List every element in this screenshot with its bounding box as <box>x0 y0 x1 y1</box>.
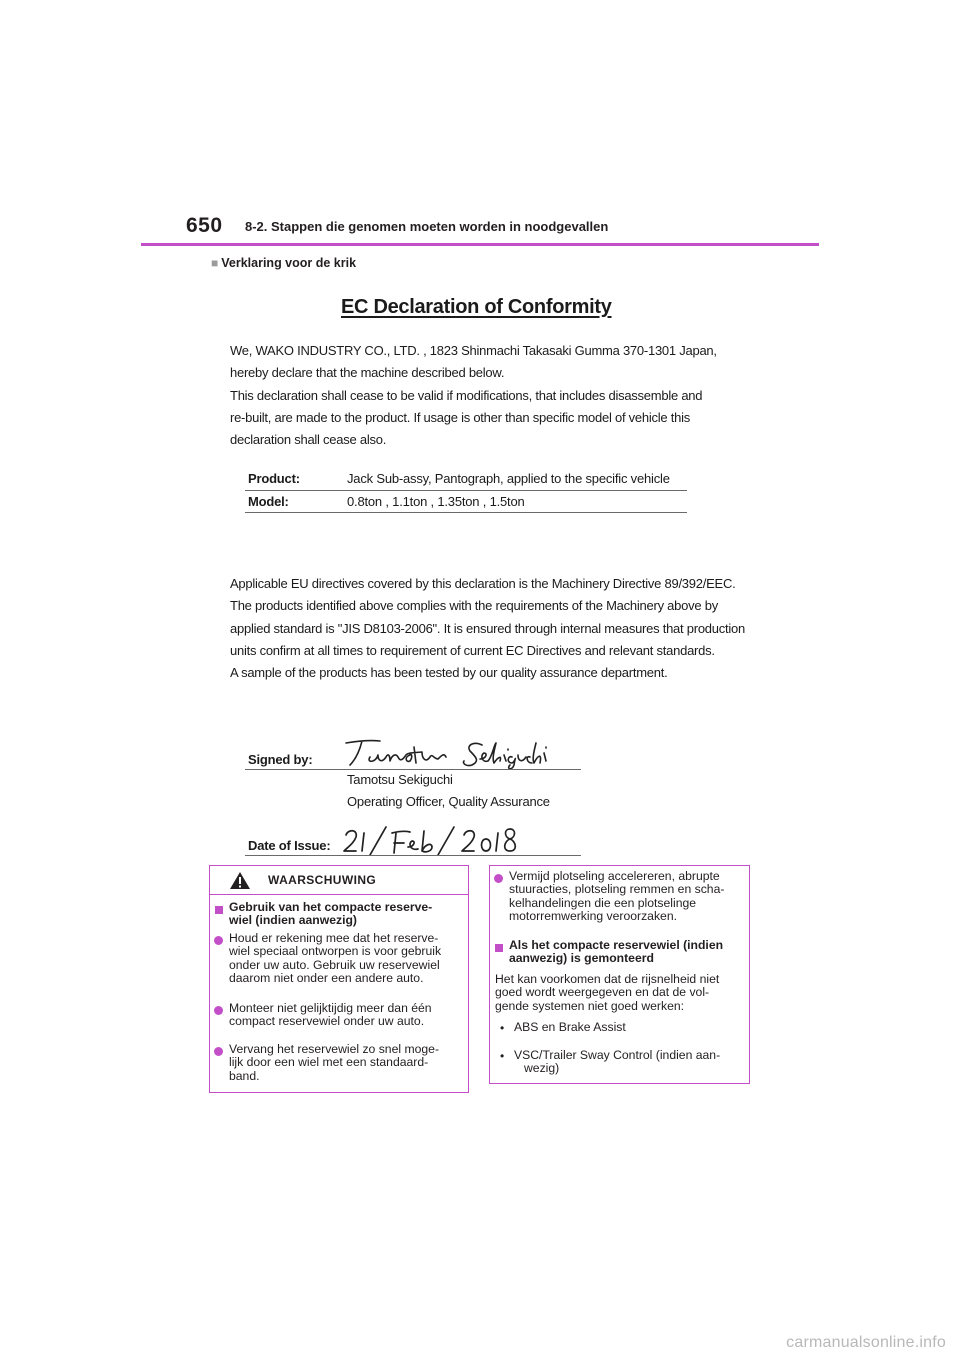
heading-line: wiel (indien aanwezig) <box>229 913 357 928</box>
signed-by-label: Signed by: <box>248 752 313 767</box>
bullet-line: motorremwerking veroorzaken. <box>509 909 677 924</box>
list-item <box>514 1049 720 1076</box>
directive-line: applied standard is "JIS D8103-2006". It is ensured through internal measures that production <box>230 620 745 636</box>
date-rule <box>245 855 581 856</box>
bullet-line: Vermijd plotseling accelereren, abrupte <box>509 869 720 883</box>
bullet-dot-icon <box>214 1006 223 1015</box>
handwritten-signature <box>340 735 550 771</box>
info-heading <box>509 939 723 966</box>
bullet-line: Monteer niet gelijktijdig meer dan één <box>229 1001 432 1015</box>
list-item <box>514 1021 626 1034</box>
intro-line: We, WAKO INDUSTRY CO., LTD. , 1823 Shinmachi Takasaki Gumma 370-1301 Japan, <box>230 343 717 358</box>
model-rule <box>245 512 687 513</box>
warning-header <box>210 866 468 895</box>
bullet-dot-icon <box>214 1047 223 1056</box>
directive-line: A sample of the products has been tested by our quality assurance department. <box>230 665 668 681</box>
date-of-issue-label: Date of Issue: <box>248 838 331 853</box>
bullet-line: stuuracties, plotseling remmen en scha- <box>509 882 725 897</box>
bullet-line: wiel speciaal ontworpen is voor gebruik <box>229 944 442 959</box>
square-bullet-icon <box>215 906 223 914</box>
bullet-line: band. <box>229 1068 260 1083</box>
directive-line: units confirm at all times to requirement of current EC Directives and relevant standards. <box>230 642 715 658</box>
paragraph-line: gende systemen niet goed werken: <box>495 998 685 1013</box>
intro-line: hereby declare that the machine described below. <box>230 365 505 381</box>
product-label: Product: <box>248 471 300 486</box>
intro-line: declaration shall cease also. <box>230 432 387 448</box>
heading-line: Als het compacte reservewiel (indien <box>509 938 724 952</box>
declaration-intro <box>230 340 750 451</box>
warning-triangle-icon <box>229 871 251 890</box>
info-box <box>489 865 750 1084</box>
directive-line: The products identified above complies with the requirements of the Machinery above by <box>230 598 718 614</box>
warning-box <box>209 865 469 1093</box>
info-paragraph <box>495 973 719 1013</box>
warning-bullet <box>229 1002 432 1029</box>
declaration-directives <box>230 573 750 684</box>
chapter-title: 8-2. Stappen die genomen moeten worden in noodgevallen <box>245 219 609 234</box>
paragraph-line: goed wordt weergegeven en dat de vol- <box>495 985 710 1000</box>
paragraph-line: Het kan voorkomen dat de rijsnelheid niet <box>495 972 720 986</box>
handwritten-date <box>340 823 520 857</box>
heading-line: aanwezig) is gemonteerd <box>509 951 654 966</box>
product-rule <box>245 490 687 491</box>
signer-name: Tamotsu Sekiguchi <box>347 772 453 787</box>
directive-line: Applicable EU directives covered by this declaration is the Machinery Directive 89/392/EEC. <box>230 576 736 591</box>
page-number: 650 <box>186 214 223 237</box>
warning-bullet <box>229 932 441 986</box>
list-item-line: ABS en Brake Assist <box>514 1020 626 1034</box>
info-bullet <box>509 870 724 924</box>
heading-line: Gebruik van het compacte reserve- <box>229 900 433 914</box>
list-bullet: • <box>500 1049 505 1063</box>
declaration-title: EC Declaration of Conformity <box>341 296 612 318</box>
warning-bullet <box>229 1043 439 1083</box>
square-bullet-icon <box>495 944 503 952</box>
section-heading <box>211 256 356 270</box>
model-label: Model: <box>248 494 289 509</box>
bullet-line: lijk door een wiel met een standaard- <box>229 1055 429 1070</box>
signature-rule <box>245 769 581 770</box>
bullet-line: Vervang het reservewiel zo snel moge- <box>229 1042 440 1056</box>
watermark: carmanualsonline.info <box>786 1334 946 1351</box>
warning-title: WAARSCHUWING <box>268 873 377 887</box>
bullet-dot-icon <box>214 936 223 945</box>
signer-title: Operating Officer, Quality Assurance <box>347 794 550 809</box>
warning-heading <box>229 901 432 928</box>
list-item-line: wezig) <box>524 1061 560 1076</box>
square-bullet-icon: ■ <box>211 256 219 270</box>
list-item-line: VSC/Trailer Sway Control (indien aan- <box>514 1048 721 1062</box>
bullet-line: compact reservewiel onder uw auto. <box>229 1014 425 1029</box>
bullet-line: kelhandelingen die een plotselinge <box>509 895 697 910</box>
bullet-line: Houd er rekening mee dat het reserve- <box>229 931 439 945</box>
section-heading-text: Verklaring voor de krik <box>221 256 357 270</box>
intro-line: re-built, are made to the product. If usage is other than specific model of vehicle this <box>230 409 690 425</box>
bullet-line: onder uw auto. Gebruik uw reservewiel <box>229 957 440 972</box>
header-rule <box>141 243 819 246</box>
bullet-line: daarom niet onder een andere auto. <box>229 971 424 986</box>
bullet-dot-icon <box>494 874 503 883</box>
intro-line: This declaration shall cease to be valid if modifications, that includes disassemble and <box>230 387 703 403</box>
list-bullet: • <box>500 1021 505 1035</box>
product-value: Jack Sub-assy, Pantograph, applied to the specific vehicle <box>347 471 670 486</box>
model-value: 0.8ton , 1.1ton , 1.35ton , 1.5ton <box>347 494 525 509</box>
